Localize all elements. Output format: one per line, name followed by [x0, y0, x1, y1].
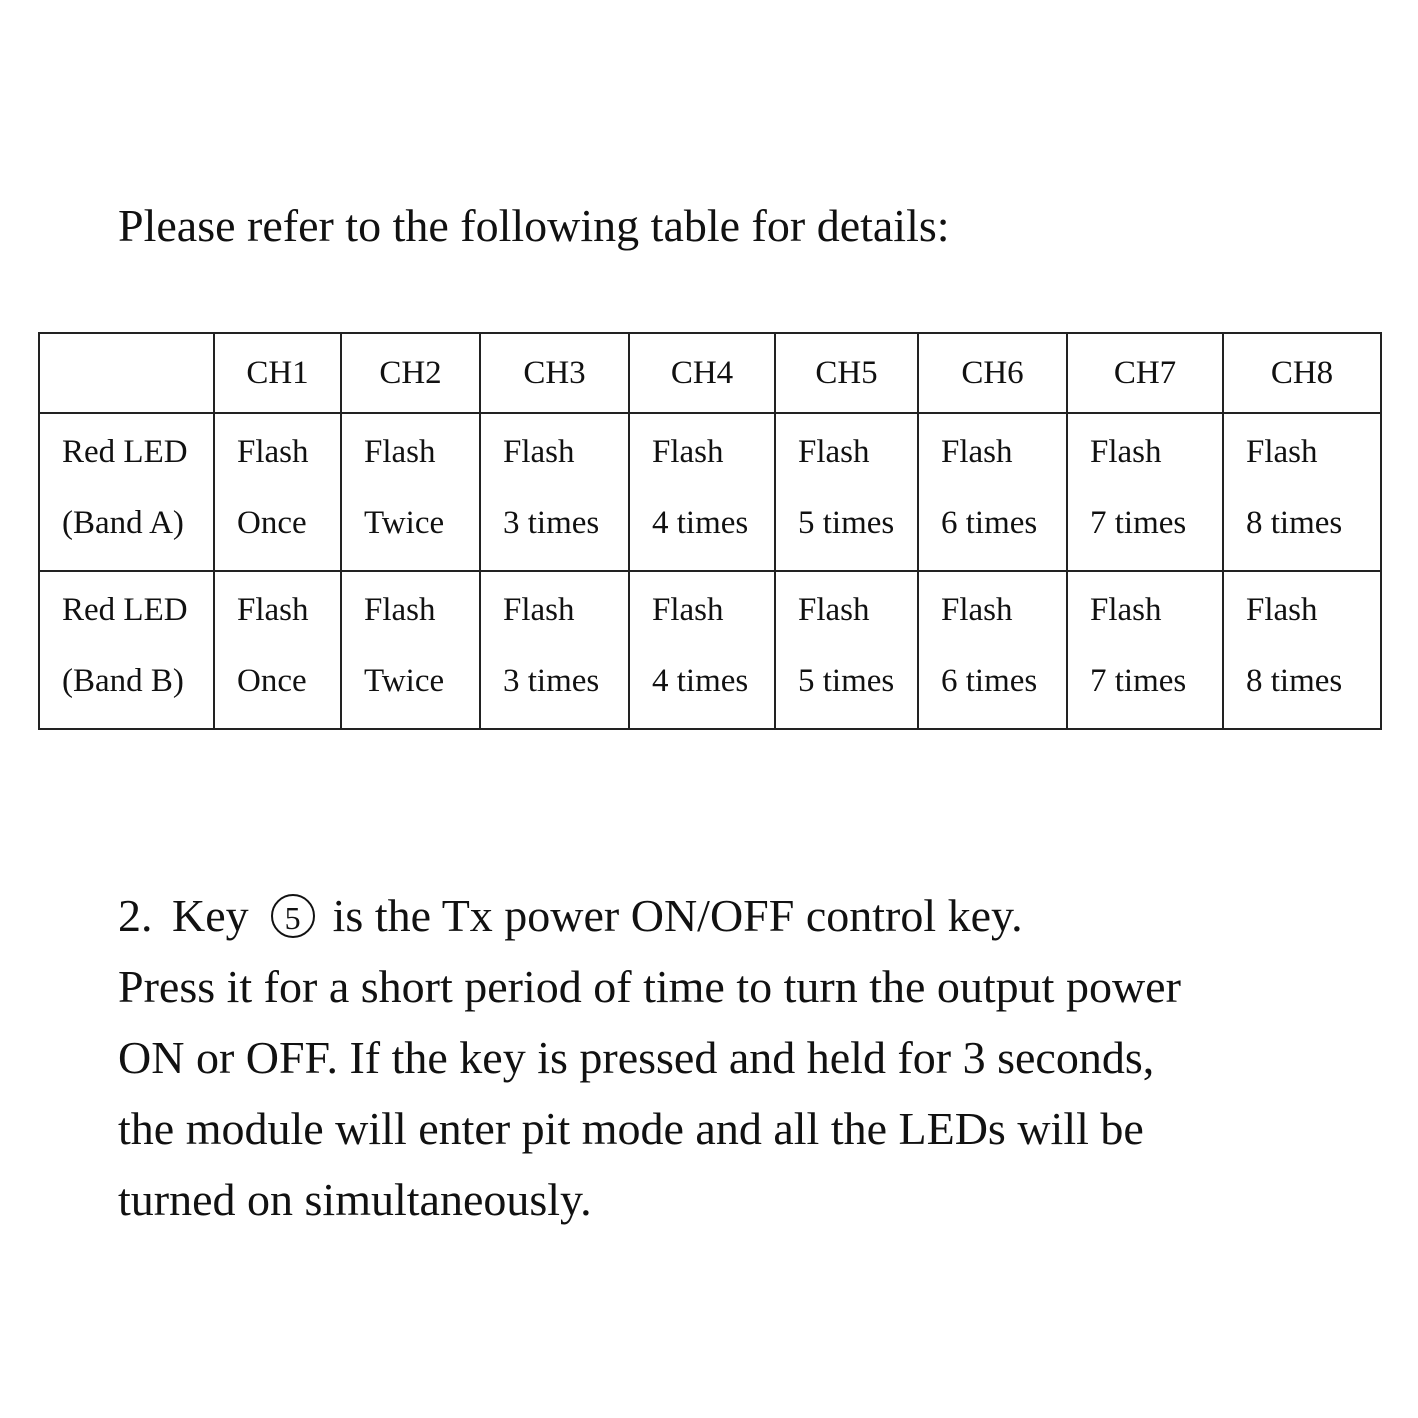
cell-line1: Flash: [1090, 592, 1162, 628]
header-row: [39, 333, 1381, 413]
header-ch7: CH7: [1067, 333, 1223, 413]
header-ch2: CH2: [341, 333, 480, 413]
header-ch6: CH6: [918, 333, 1067, 413]
cell-line1: Flash: [237, 592, 309, 628]
paragraph-line-5: turned on simultaneously.: [118, 1174, 592, 1225]
key-description: is the Tx power ON/OFF control key.: [332, 890, 1023, 941]
cell-line1: Flash: [503, 434, 575, 470]
row-label-line2: (Band A): [62, 505, 184, 541]
cell-line2: 3 times: [503, 663, 600, 699]
table-cell: [214, 413, 341, 571]
cell-line1: Flash: [798, 434, 870, 470]
cell-line1: Flash: [364, 434, 436, 470]
table-cell: [775, 571, 918, 729]
table-row-band-b: [39, 571, 1381, 729]
cell-line1: Flash: [503, 592, 575, 628]
table-cell: [629, 413, 775, 571]
cell-line2: 5 times: [798, 663, 895, 699]
cell-line1: Flash: [941, 592, 1013, 628]
cell-line2: 4 times: [652, 663, 749, 699]
cell-line1: Flash: [1246, 434, 1318, 470]
cell-line1: Flash: [237, 434, 309, 470]
cell-line2: 6 times: [941, 663, 1038, 699]
table-cell: [214, 571, 341, 729]
cell-line2: 7 times: [1090, 663, 1187, 699]
cell-line2: Once: [237, 505, 307, 541]
cell-line1: Flash: [941, 434, 1013, 470]
header-ch8: CH8: [1223, 333, 1381, 413]
cell-line2: 8 times: [1246, 505, 1343, 541]
table-cell: [1067, 571, 1223, 729]
corner-cell: [39, 333, 214, 413]
cell-line1: Flash: [798, 592, 870, 628]
paragraph-line-1: [118, 880, 1181, 951]
row-label-band-a: [39, 413, 214, 571]
row-label-line2: (Band B): [62, 663, 184, 699]
table-row-band-a: [39, 413, 1381, 571]
key-word: Key: [172, 890, 249, 941]
cell-line2: 3 times: [503, 505, 600, 541]
header-ch3: CH3: [480, 333, 629, 413]
row-label-line1: Red LED: [62, 434, 188, 470]
paragraph-line-2: Press it for a short period of time to turn the output power: [118, 961, 1181, 1012]
header-ch4: CH4: [629, 333, 775, 413]
intro-text: Please refer to the following table for details:: [118, 200, 950, 251]
cell-line1: Flash: [652, 434, 724, 470]
table-cell: [480, 571, 629, 729]
channel-led-table: [38, 332, 1382, 730]
cell-line2: 4 times: [652, 505, 749, 541]
cell-line2: Once: [237, 663, 307, 699]
table-cell: [918, 413, 1067, 571]
header-ch5: CH5: [775, 333, 918, 413]
table-cell: [1223, 413, 1381, 571]
cell-line2: 5 times: [798, 505, 895, 541]
key-description-paragraph: [118, 880, 1181, 1235]
paragraph-line-4: the module will enter pit mode and all the LEDs will be: [118, 1103, 1144, 1154]
cell-line1: Flash: [1246, 592, 1318, 628]
cell-line1: Flash: [1090, 434, 1162, 470]
key-5-circle-icon: 5: [271, 894, 315, 938]
cell-line2: 8 times: [1246, 663, 1343, 699]
table-cell: [1067, 413, 1223, 571]
table-cell: [1223, 571, 1381, 729]
item-number: 2.: [118, 890, 153, 941]
cell-line2: Twice: [364, 663, 445, 699]
table-cell: [480, 413, 629, 571]
paragraph-line-3: ON or OFF. If the key is pressed and held for 3 seconds,: [118, 1032, 1155, 1083]
table-cell: [918, 571, 1067, 729]
cell-line1: Flash: [652, 592, 724, 628]
table-cell: [629, 571, 775, 729]
table-cell: [341, 571, 480, 729]
cell-line2: 7 times: [1090, 505, 1187, 541]
cell-line2: 6 times: [941, 505, 1038, 541]
header-ch1: CH1: [214, 333, 341, 413]
row-label-line1: Red LED: [62, 592, 188, 628]
row-label-band-b: [39, 571, 214, 729]
table-cell: [341, 413, 480, 571]
table-cell: [775, 413, 918, 571]
cell-line2: Twice: [364, 505, 445, 541]
cell-line1: Flash: [364, 592, 436, 628]
